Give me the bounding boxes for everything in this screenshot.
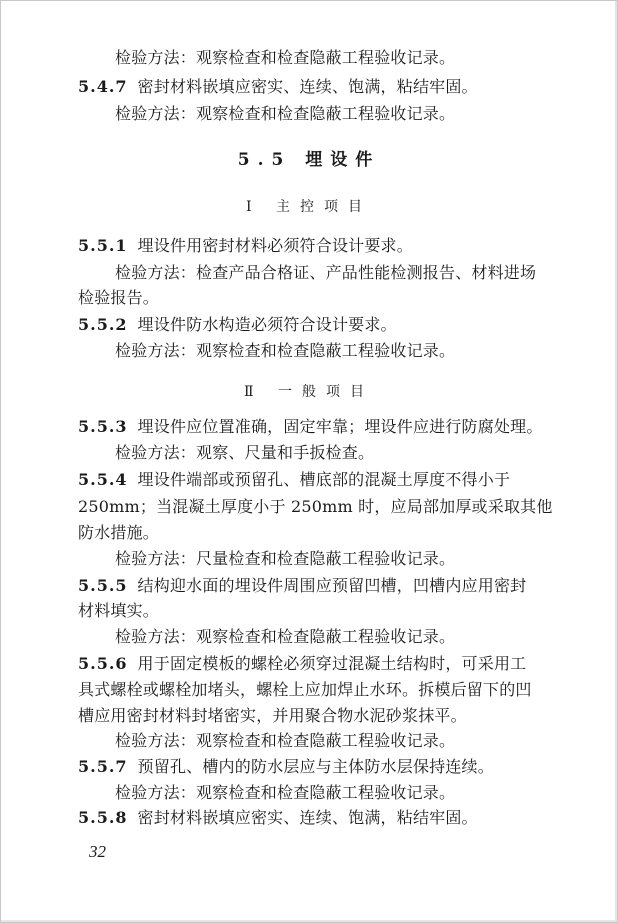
clause-text: 埋设件端部或预留孔、槽底部的混凝土厚度不得小于 <box>137 470 511 489</box>
clause-5-5-7 <box>78 757 494 777</box>
clause-5-5-8 <box>78 808 478 828</box>
section-title: 5.5 埋设件 <box>237 150 381 170</box>
subheading-general-items: Ⅱ 一般项目 <box>244 384 374 400</box>
inspection-method-line: 检验方法：观察检查和检查隐蔽工程验收记录。 <box>115 341 456 360</box>
subheading-main-control-items: Ⅰ 主控项目 <box>246 199 372 215</box>
clause-text: 结构迎水面的埋设件周围应预留凹槽，凹槽内应用密封 <box>137 576 527 595</box>
clause-number: 5.5.5 <box>78 576 128 595</box>
inspection-method-line: 检验方法：观察检查和检查隐蔽工程验收记录。 <box>115 731 456 750</box>
inspection-method-line: 检验方法：观察检查和检查隐蔽工程验收记录。 <box>115 48 456 67</box>
clause-continuation: 防水措施。 <box>78 523 160 542</box>
clause-number: 5.5.1 <box>78 236 128 255</box>
clause-5-5-5 <box>78 576 526 596</box>
clause-continuation: 具式螺栓或螺栓加堵头，螺栓上应加焊止水环。拆模后留下的凹 <box>78 680 532 699</box>
inspection-method-line: 检验方法：观察检查和检查隐蔽工程验收记录。 <box>115 783 456 802</box>
clause-number: 5.5.6 <box>78 654 128 673</box>
clause-text: 密封材料嵌填应密实、连续、饱满，粘结牢固。 <box>137 808 478 827</box>
clause-text: 埋设件应位置准确，固定牢靠；埋设件应进行防腐处理。 <box>137 417 543 436</box>
clause-5-5-2 <box>78 315 397 335</box>
clause-text: 预留孔、槽内的防水层应与主体防水层保持连续。 <box>137 757 494 776</box>
clause-text: 埋设件用密封材料必须符合设计要求。 <box>137 236 413 255</box>
inspection-method-line: 检验方法：尺量检查和检查隐蔽工程验收记录。 <box>115 549 456 568</box>
clause-number: 5.5.8 <box>78 808 128 827</box>
inspection-method-line: 检验方法：检查产品合格证、产品性能检测报告、材料进场 <box>115 263 537 282</box>
clause-continuation: 250mm；当混凝土厚度小于 250mm 时，应局部加厚或采取其他 <box>78 497 553 516</box>
clause-text: 密封材料嵌填应密实、连续、饱满，粘结牢固。 <box>137 77 478 96</box>
clause-continuation: 槽应用密封材料封堵密实，并用聚合物水泥砂浆抹平。 <box>78 706 467 725</box>
clause-5-5-3 <box>78 417 543 437</box>
clause-number: 5.4.7 <box>78 77 128 96</box>
inspection-method-line: 检验方法：观察检查和检查隐蔽工程验收记录。 <box>115 627 456 646</box>
clause-continuation: 材料填实。 <box>78 601 160 620</box>
clause-5-5-4 <box>78 470 510 490</box>
clause-number: 5.5.4 <box>78 470 128 489</box>
clause-5-5-6 <box>78 654 526 674</box>
inspection-method-line: 检验方法：观察检查和检查隐蔽工程验收记录。 <box>115 104 456 123</box>
page-number: 32 <box>89 842 106 861</box>
clause-text: 用于固定模板的螺栓必须穿过混凝土结构时，可采用工 <box>137 654 527 673</box>
clause-number: 5.5.7 <box>78 757 128 776</box>
clause-5-4-7 <box>78 77 478 97</box>
clause-5-5-1 <box>78 236 413 256</box>
clause-number: 5.5.3 <box>78 417 128 436</box>
clause-text: 埋设件防水构造必须符合设计要求。 <box>137 315 397 334</box>
inspection-method-continuation: 检验报告。 <box>78 288 160 307</box>
clause-number: 5.5.2 <box>78 315 128 334</box>
inspection-method-line: 检验方法：观察、尺量和手扳检查。 <box>115 443 375 462</box>
